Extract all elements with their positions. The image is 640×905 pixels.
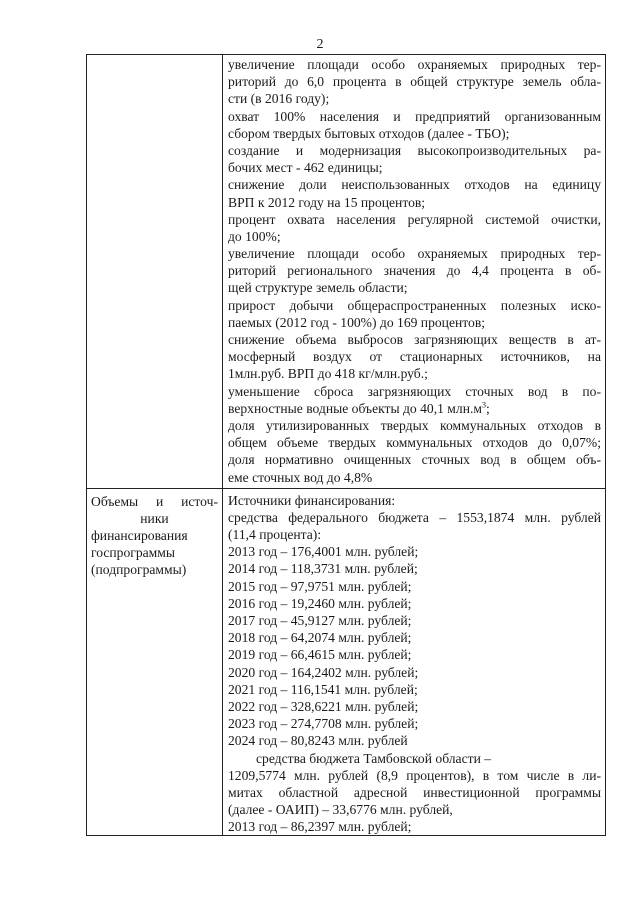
targets-label-cell [87, 55, 223, 489]
financing-line: 2024 год – 80,8243 млн. рублей [228, 733, 408, 749]
target-indicator-line: верхностные водные объекты до 40,1 $млн.м^3$; [228, 400, 490, 416]
financing-label-line: финансирования [91, 528, 188, 544]
financing-line: 2019 год – 66,4615 млн. рублей; [228, 647, 412, 663]
financing-label-line: ники [140, 510, 169, 526]
target-indicator-line: паемых (2012 год - 100%) до 169 процентов; [228, 314, 486, 330]
financing-content-cell [223, 488, 606, 836]
financing-line: (11,4 процента): [228, 527, 322, 543]
target-indicator-line: увеличение площади особо охраняемых природных тер- [228, 57, 601, 72]
target-indicator-line: доля утилизированных твердых коммунальных отходов в [228, 417, 601, 433]
target-indicator-line: риторий до 6,0 процента в общей структуре земель обла- [228, 74, 601, 90]
financing-line: 2020 год – 164,2402 млн. рублей; [228, 664, 419, 680]
targets-content-cell [223, 55, 606, 489]
target-indicator-line: общем объеме твердых коммунальных отходов до 0,07%; [228, 435, 601, 451]
superscript: 3 [481, 400, 486, 410]
target-indicator-line: до 100%; [228, 228, 281, 244]
program-passport-table [86, 54, 606, 836]
financing-label-line: Объемы и источ- [91, 493, 218, 509]
financing-label-line: госпрограммы [91, 545, 176, 561]
target-indicator-line: охват 100% населения и предприятий организованным [228, 108, 601, 124]
page-number: 2 [316, 37, 324, 52]
target-indicator-line: уменьшение сброса загрязняющих сточных вод в по- [228, 383, 601, 399]
financing-line: 2013 год – 86,2397 млн. рублей; [228, 819, 412, 835]
financing-line: 2017 год – 45,9127 млн. рублей; [228, 613, 412, 628]
table-row-financing [87, 488, 606, 836]
target-indicator-line: создание и модернизация высокопроизводительных ра- [228, 142, 601, 158]
target-indicator-line: бочих мест - 462 единицы; [228, 160, 383, 176]
financing-label-cell [87, 488, 223, 836]
target-indicator-line: увеличение площади особо охраняемых природных тер- [228, 246, 601, 262]
target-indicator-line: снижение доли неиспользованных отходов на единицу [228, 177, 601, 193]
financing-line: 1209,5774 млн. рублей (8,9 процентов), в том числе в ли- [228, 767, 601, 783]
financing-line: средства бюджета Тамбовской области – [256, 750, 492, 766]
financing-line: 2015 год – 97,9751 млн. рублей; [228, 578, 412, 594]
target-indicator-line: мосферный воздух от стационарных источников, на [228, 349, 601, 365]
financing-line: (далее - ОАИП) – 33,6776 млн. рублей, [228, 802, 453, 818]
target-indicator-line: снижение объема выбросов загрязняющих веществ в ат- [228, 332, 601, 347]
financing-line: 2013 год – 176,4001 млн. рублей; [228, 544, 419, 560]
financing-line: 2018 год – 64,2074 млн. рублей; [228, 630, 412, 646]
financing-line: средства федерального бюджета – 1553,1874 млн. рублей [228, 509, 601, 525]
target-indicator-line: процент охвата населения регулярной системой очистки, [228, 211, 601, 227]
target-indicator-line: еме сточных вод до 4,8% [228, 469, 373, 485]
financing-label-line: (подпрограммы) [91, 562, 187, 578]
targets-list [228, 56, 601, 486]
target-indicator-line: ВРП к 2012 году на 15 процентов; [228, 194, 426, 210]
financing-line: 2014 год – 118,3731 млн. рублей; [228, 561, 418, 577]
financing-label [91, 493, 218, 579]
financing-list [228, 492, 601, 836]
target-indicator-line: доля нормативно очищенных сточных вод в общем объ- [228, 452, 601, 468]
financing-line: митах областной адресной инвестиционной программы [228, 784, 601, 800]
target-indicator-line: прирост добычи общераспространенных полезных иско- [228, 297, 601, 313]
target-indicator-line: сбором твердых бытовых отходов (далее - ТБО); [228, 125, 510, 141]
financing-line: 2016 год – 19,2460 млн. рублей; [228, 595, 412, 611]
financing-line: 2022 год – 328,6221 млн. рублей; [228, 698, 419, 714]
financing-line: Источники финансирования: [228, 492, 396, 508]
target-indicator-line: щей структуре земель области; [228, 280, 408, 296]
line-tail: ; [485, 400, 490, 416]
table-row-targets [87, 55, 606, 489]
target-indicator-line: сти (в 2016 году); [228, 91, 330, 107]
target-indicator-line: риторий регионального значения до 4,4 процента в об- [228, 263, 601, 279]
financing-line: 2023 год – 274,7708 млн. рублей; [228, 716, 419, 732]
target-indicator-line: 1млн.руб. ВРП до 418 кг/млн.руб.; [228, 366, 428, 382]
financing-line: 2021 год – 116,1541 млн. рублей; [228, 681, 418, 697]
